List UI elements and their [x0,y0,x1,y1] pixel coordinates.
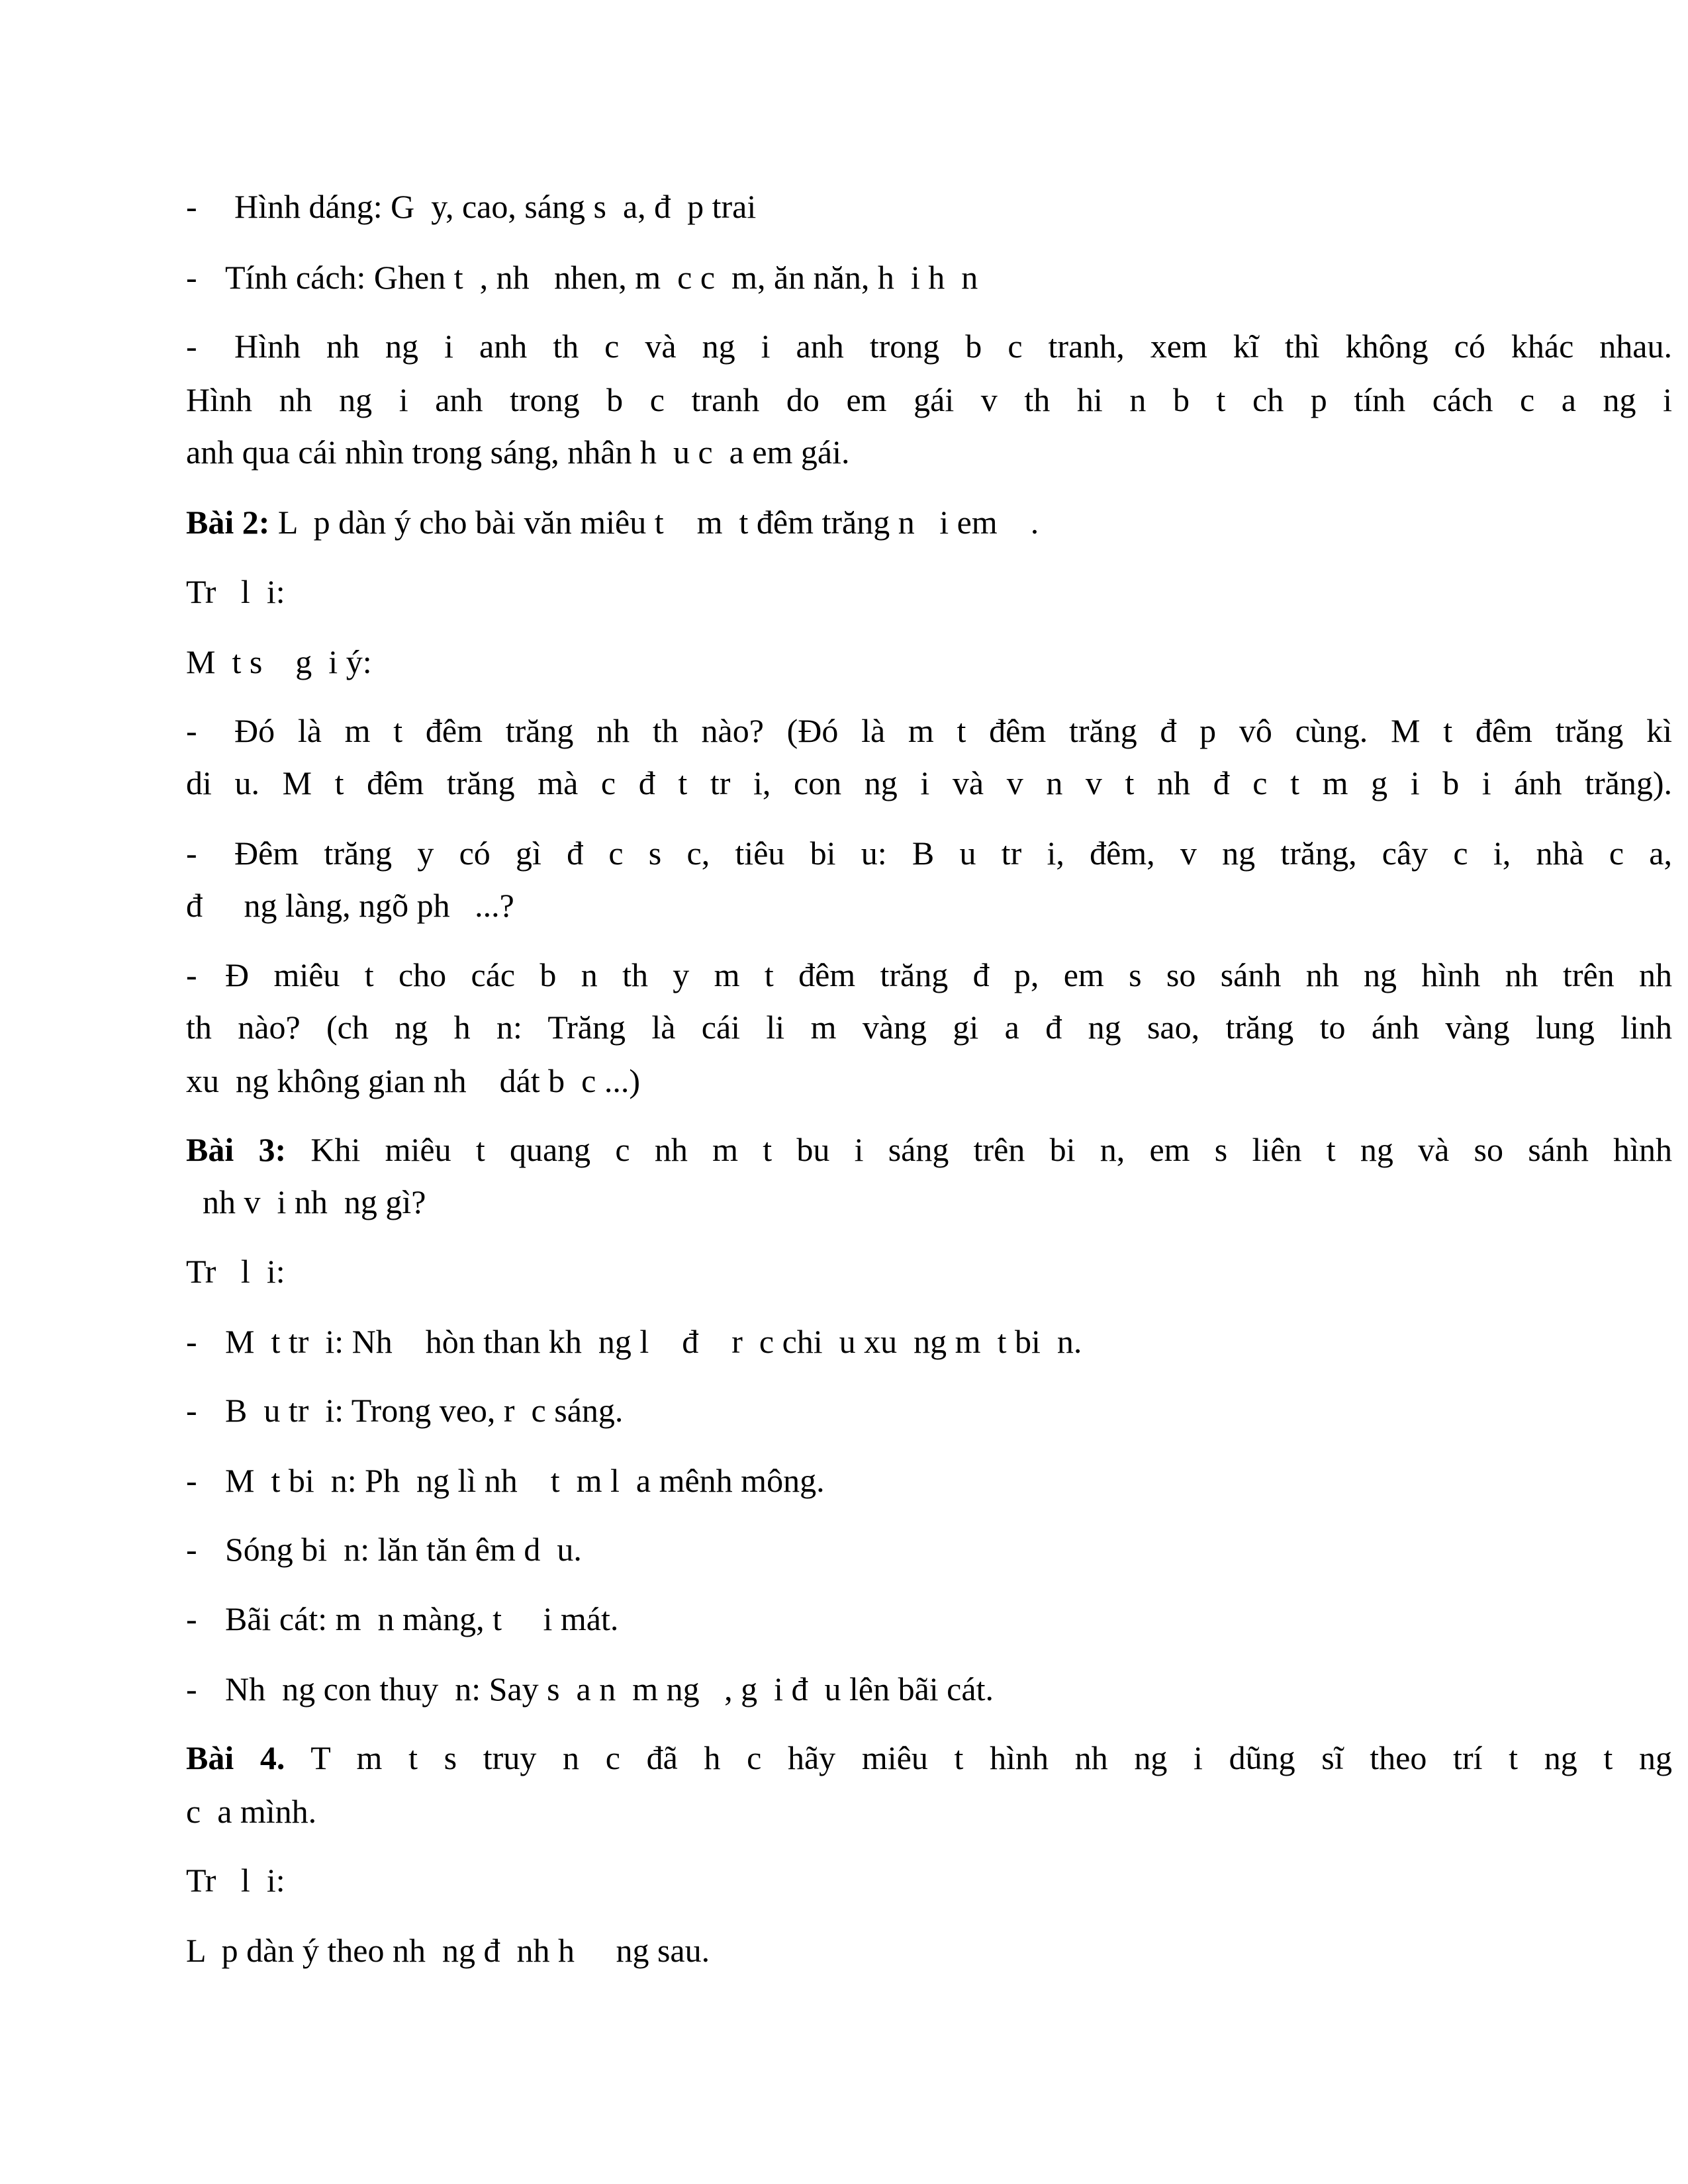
bullet-dash: - [186,188,197,225]
exercise-heading-line [186,1738,1672,1778]
text-line [186,886,1672,925]
line-text: Sóng bi n: lăn tăn êm d u. [225,1531,582,1568]
line-text: L p dàn ý cho bài văn miêu t m t đêm trăng n i em . [269,504,1039,541]
bullet-dash: - [186,259,197,296]
bullet-dash: - [186,1600,197,1637]
line-text: L p dàn ý theo nh ng đ nh h ng sau. [186,1932,710,1969]
bullet-line [186,833,1672,873]
bullet-line [186,1599,1672,1639]
text-line [186,380,1672,420]
exercise-label: Bài 4. [186,1739,285,1776]
text-line [186,1061,1672,1101]
exercise-label: Bài 2: [186,504,270,541]
text-line [186,763,1672,803]
bullet-dash: - [186,1323,197,1360]
text-line [186,1792,1672,1831]
text-line [186,1860,1672,1900]
bullet-line [186,1669,1672,1709]
exercise-heading-line [186,502,1672,542]
bullet-line [186,955,1672,995]
line-text: c a mình. [186,1793,317,1830]
bullet-line [186,1390,1672,1430]
line-text: Tr l i: [186,1253,285,1290]
line-text: Bãi cát: m n màng, t i mát. [225,1600,619,1637]
text-line [186,1182,1672,1222]
text-line [186,432,1672,472]
line-text: di u. M t đêm trăng mà c đ t tr i, con ng i và v n v t nh đ c t m g i b i ánh trăng). [186,764,1672,801]
line-text: đ ng làng, ngõ ph ...? [186,887,514,924]
bullet-line [186,1461,1672,1500]
bullet-line [186,326,1672,366]
bullet-dash: - [186,956,197,993]
bullet-dash: - [186,328,197,365]
line-text: T m t s truy n c đã h c hãy miêu t hình nh ng i dũng sĩ theo trí t ng t ng [285,1739,1672,1776]
line-text: Đó là m t đêm trăng nh th nào? (Đó là m t đêm trăng đ p vô cùng. M t đêm trăng kì [234,712,1672,749]
line-text: th nào? (ch ng h n: Trăng là cái li m vàng gi a đ ng sao, trăng to ánh vàng lung linh [186,1009,1672,1046]
bullet-line [186,257,1672,297]
line-text: nh v i nh ng gì? [186,1183,426,1220]
text-line [186,642,1672,682]
bullet-line [186,1529,1672,1569]
bullet-line [186,187,1672,226]
exercise-label: Bài 3: [186,1131,287,1168]
text-line [186,1007,1672,1047]
line-text: Tính cách: Ghen t , nh nhen, m c c m, ăn năn, h i h n [225,259,978,296]
line-text: Hình dáng: G y, cao, sáng s a, đ p trai [234,188,757,225]
bullet-dash: - [186,1462,197,1499]
bullet-dash: - [186,1531,197,1568]
line-text: M t s g i ý: [186,643,372,680]
line-text: Tr l i: [186,1862,285,1899]
line-text: B u tr i: Trong veo, r c sáng. [225,1392,624,1429]
line-text: Đêm trăng y có gì đ c s c, tiêu bi u: B u tr i, đêm, v ng trăng, cây c i, nhà c a, [234,835,1672,872]
line-text: M t bi n: Ph ng lì nh t m l a mênh mông. [225,1462,825,1499]
line-text: Hình nh ng i anh th c và ng i anh trong b c tranh, xem kĩ thì không có khác nhau. [234,328,1672,365]
exercise-heading-line [186,1130,1672,1169]
text-line [186,572,1672,612]
bullet-line [186,1322,1672,1361]
line-text: M t tr i: Nh hòn than kh ng l đ r c chi u xu ng m t bi n. [225,1323,1082,1360]
line-text: Tr l i: [186,573,285,610]
line-text: Hình nh ng i anh trong b c tranh do em gái v th hi n b t ch p tính cách c a ng i [186,381,1672,418]
text-line [186,1931,1672,1970]
line-text: Khi miêu t quang c nh m t bu i sáng trên bi n, em s liên t ng và so sánh hình [286,1131,1672,1168]
bullet-dash: - [186,1670,197,1707]
line-text: Đ miêu t cho các b n th y m t đêm trăng đ p, em s so sánh nh ng hình nh trên nh [225,956,1672,993]
bullet-dash: - [186,835,197,872]
bullet-dash: - [186,712,197,749]
line-text: anh qua cái nhìn trong sáng, nhân h u c a em gái. [186,433,850,471]
line-text: xu ng không gian nh dát b c ...) [186,1062,641,1099]
bullet-dash: - [186,1392,197,1429]
line-text: Nh ng con thuy n: Say s a n m ng , g i đ u lên bãi cát. [225,1670,994,1707]
text-line [186,1251,1672,1291]
bullet-line [186,711,1672,751]
